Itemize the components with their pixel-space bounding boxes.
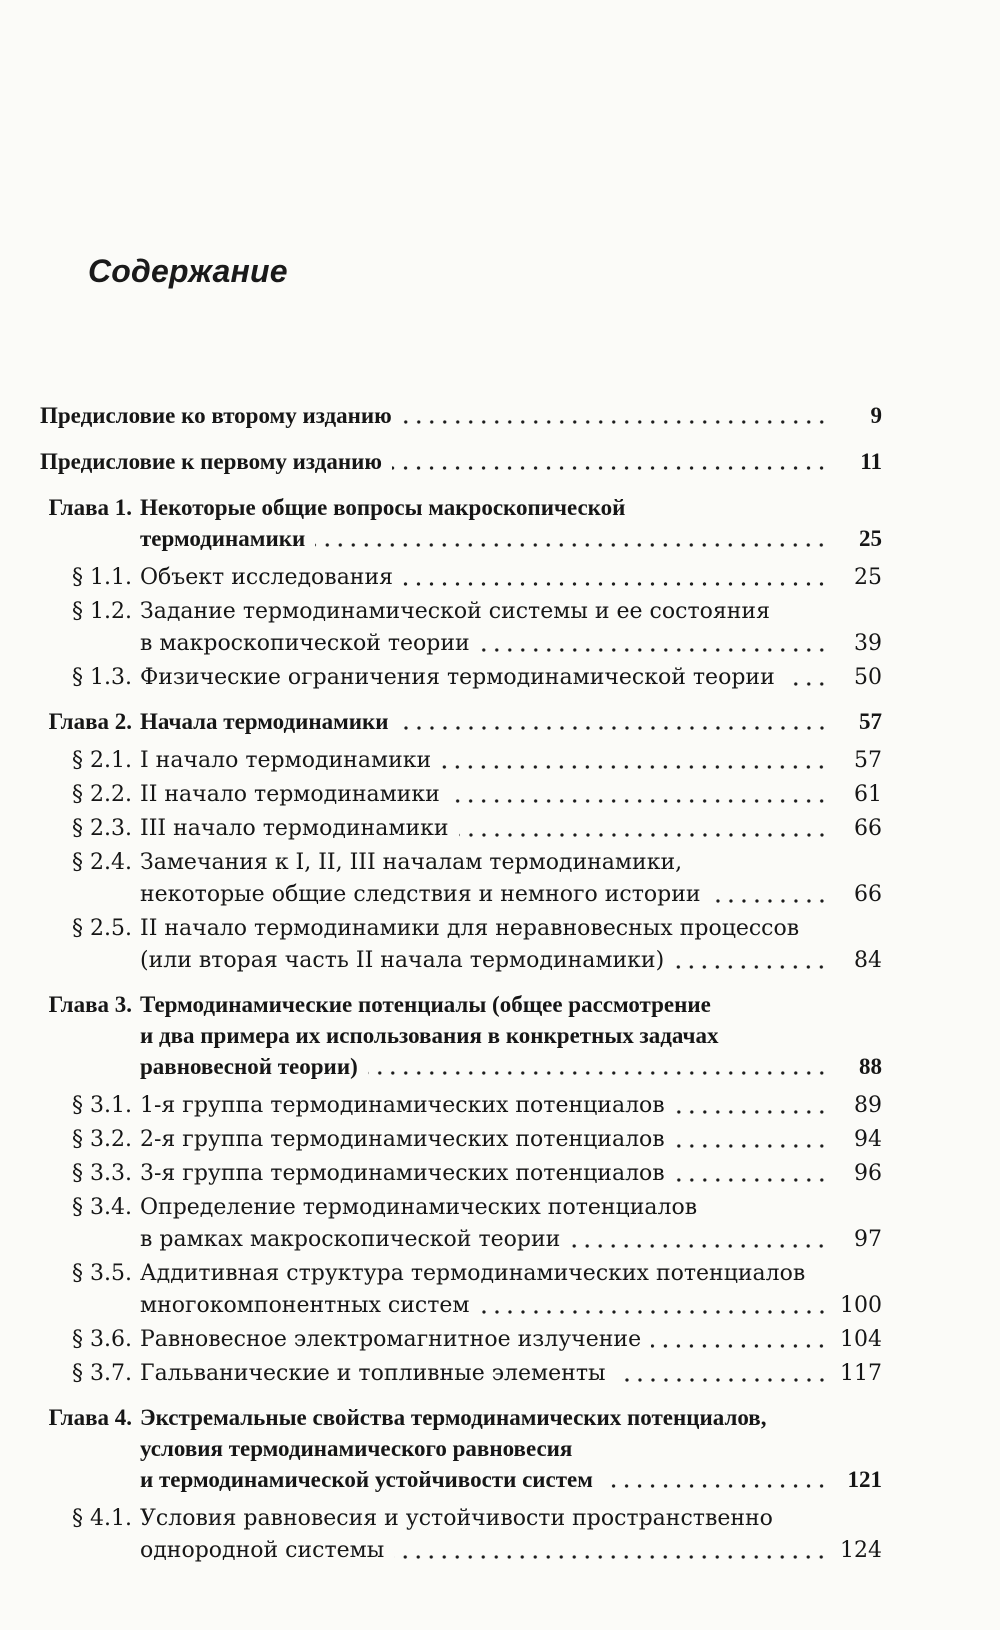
toc-entry-chapter-4	[40, 1402, 882, 1495]
entry-title-line	[140, 662, 882, 694]
dot-leader	[315, 523, 828, 554]
section-number: § 2.3.	[72, 816, 132, 841]
section-number: § 3.3.	[72, 1161, 132, 1186]
entry-title-line	[140, 1051, 882, 1082]
entry-title-line	[140, 1124, 882, 1156]
toc-entry-section-2-3	[40, 813, 882, 845]
entry-title: и два примера их использования в конкретных задачах	[140, 1023, 719, 1048]
dot-leader	[368, 1051, 828, 1082]
entry-title-line	[140, 1433, 882, 1464]
entry-title: в рамках макроскопической теории	[140, 1227, 561, 1252]
entry-title-line	[140, 1258, 882, 1290]
section-number: § 3.6.	[72, 1327, 132, 1352]
page-number: 121	[847, 1467, 882, 1492]
entry-title: некоторые общие следствия и немного истории	[140, 882, 701, 907]
chapter-label: Глава 2.	[48, 709, 132, 734]
page-number: 88	[859, 1054, 882, 1079]
toc-entry-preface-second-edition	[40, 400, 882, 432]
section-number: § 2.4.	[72, 850, 132, 875]
entry-title: термодинамики	[140, 526, 306, 551]
entry-title-line	[140, 628, 882, 660]
page-title: Содержание	[88, 253, 288, 289]
entry-title: 1-я группа термодинамических потенциалов	[140, 1093, 665, 1118]
entry-title-line	[140, 879, 882, 911]
entry-title-line	[140, 1503, 882, 1535]
entry-title: однородной системы	[140, 1538, 385, 1563]
section-number: § 3.1.	[72, 1093, 132, 1118]
entry-title: Некоторые общие вопросы макроскопической	[140, 495, 626, 520]
entry-title: Объект исследования	[140, 565, 394, 590]
toc-entry-section-3-1	[40, 1090, 882, 1122]
toc-entry-section-2-2	[40, 779, 882, 811]
dot-leader	[675, 1090, 828, 1122]
toc-entry-section-3-4	[40, 1192, 882, 1256]
page-number: 97	[854, 1227, 882, 1252]
toc-entry-section-1-3	[40, 662, 882, 694]
entry-title-line	[140, 847, 882, 879]
entry-title-line	[140, 523, 882, 554]
section-number: § 3.7.	[72, 1361, 132, 1386]
section-number: § 2.2.	[72, 782, 132, 807]
entry-title: Аддитивная структура термодинамических потенциалов	[140, 1261, 806, 1286]
entry-title: II начало термодинамики	[140, 782, 440, 807]
entry-title-line	[140, 813, 882, 845]
chapter-label: Глава 1.	[48, 495, 132, 520]
page-number: 84	[854, 948, 882, 973]
entry-title: Экстремальные свойства термодинамических потенциалов,	[140, 1405, 767, 1430]
section-number: § 2.5.	[72, 916, 132, 941]
entry-title-line	[140, 1535, 882, 1567]
toc-entry-section-1-2	[40, 596, 882, 660]
dot-leader	[616, 1358, 828, 1390]
page-number: 25	[854, 565, 882, 590]
entry-title: Начала термодинамики	[140, 709, 389, 734]
toc-entry-section-1-1	[40, 562, 882, 594]
entry-title-line	[140, 1192, 882, 1224]
entry-title: I начало термодинамики	[140, 748, 432, 773]
entry-title-line	[140, 1290, 882, 1322]
toc-entry-section-2-4	[40, 847, 882, 911]
entry-title-line	[140, 989, 882, 1020]
entry-title: Предисловие ко второму изданию	[40, 403, 392, 428]
chapter-label: Глава 3.	[48, 992, 132, 1017]
toc-entry-section-3-5	[40, 1258, 882, 1322]
entry-title: (или вторая часть II начала термодинамики)	[140, 948, 665, 973]
entry-title-line	[140, 1358, 882, 1390]
dot-leader	[402, 400, 828, 432]
dot-leader	[675, 1124, 828, 1156]
entry-title: Физические ограничения термодинамической теории	[140, 665, 775, 690]
page-number: 94	[854, 1127, 882, 1152]
page-number: 96	[854, 1161, 882, 1186]
toc-entry-preface-first-edition	[40, 446, 882, 478]
page-number: 66	[854, 882, 882, 907]
dot-leader	[459, 813, 828, 845]
toc-entry-section-2-1	[40, 745, 882, 777]
page-number: 57	[854, 748, 882, 773]
entry-title: равновесной теории)	[140, 1054, 358, 1079]
page-number: 50	[854, 665, 882, 690]
dot-leader	[403, 562, 828, 594]
page-number: 124	[840, 1538, 882, 1563]
dot-leader	[392, 446, 828, 478]
dot-leader	[651, 1324, 828, 1356]
entry-title: Условия равновесия и устойчивости пространственно	[140, 1506, 773, 1531]
page-number: 9	[870, 403, 882, 428]
dot-leader	[399, 706, 828, 737]
entry-title-line	[140, 596, 882, 628]
section-number: § 1.2.	[72, 599, 132, 624]
dot-leader	[480, 628, 828, 660]
section-number: § 3.2.	[72, 1127, 132, 1152]
section-number: § 3.5.	[72, 1261, 132, 1286]
chapter-label: Глава 4.	[48, 1405, 132, 1430]
entry-title: Определение термодинамических потенциалов	[140, 1195, 698, 1220]
page-number: 61	[854, 782, 882, 807]
section-number: § 4.1.	[72, 1506, 132, 1531]
entry-title: III начало термодинамики	[140, 816, 449, 841]
toc-entry-chapter-2	[40, 706, 882, 737]
entry-title: Замечания к I, II, III началам термодинамики,	[140, 850, 683, 875]
toc-entry-section-2-5	[40, 913, 882, 977]
page-number: 100	[840, 1293, 882, 1318]
entry-title: II начало термодинамики для неравновесных процессов	[140, 916, 800, 941]
entry-title: условия термодинамического равновесия	[140, 1436, 573, 1461]
dot-leader	[570, 1224, 828, 1256]
section-number: § 1.3.	[72, 665, 132, 690]
dot-leader	[441, 745, 828, 777]
dot-leader	[394, 1535, 828, 1567]
entry-title-line	[140, 1158, 882, 1190]
toc-entry-section-3-2	[40, 1124, 882, 1156]
entry-title-line	[140, 779, 882, 811]
entry-title-line	[40, 446, 882, 478]
entry-title-line	[140, 745, 882, 777]
entry-title: многокомпонентных систем	[140, 1293, 470, 1318]
toc-entry-chapter-1	[40, 492, 882, 554]
page-number: 89	[854, 1093, 882, 1118]
dot-leader	[480, 1290, 828, 1322]
page-number: 117	[840, 1361, 882, 1386]
entry-title-line	[140, 1224, 882, 1256]
dot-leader	[450, 779, 828, 811]
entry-title-line	[140, 1464, 882, 1495]
entry-title: Задание термодинамической системы и ее состояния	[140, 599, 770, 624]
entry-title-line	[140, 1402, 882, 1433]
entry-title-line	[140, 945, 882, 977]
page-number: 11	[860, 449, 882, 474]
dot-leader	[603, 1464, 828, 1495]
entry-title: Равновесное электромагнитное излучение	[140, 1327, 642, 1352]
entry-title: 3-я группа термодинамических потенциалов	[140, 1161, 665, 1186]
entry-title-line	[140, 706, 882, 737]
toc-entry-section-3-3	[40, 1158, 882, 1190]
entry-title-line	[140, 1324, 882, 1356]
entry-title-line	[40, 400, 882, 432]
entry-title-line	[140, 913, 882, 945]
page-number: 39	[854, 631, 882, 656]
dot-leader	[711, 879, 828, 911]
toc-entry-section-3-7	[40, 1358, 882, 1390]
page-number: 25	[859, 526, 882, 551]
entry-title: и термодинамической устойчивости систем	[140, 1467, 593, 1492]
entry-title-line	[140, 492, 882, 523]
entry-title-line	[140, 562, 882, 594]
page-number: 66	[854, 816, 882, 841]
entry-title: Термодинамические потенциалы (общее рассмотрение	[140, 992, 711, 1017]
page-number: 104	[840, 1327, 882, 1352]
page-number: 57	[859, 709, 882, 734]
dot-leader	[674, 945, 828, 977]
entry-title: в макроскопической теории	[140, 631, 470, 656]
toc-entry-section-4-1	[40, 1503, 882, 1567]
entry-title: 2-я группа термодинамических потенциалов	[140, 1127, 665, 1152]
toc-entry-section-3-6	[40, 1324, 882, 1356]
entry-title: Гальванические и топливные элементы	[140, 1361, 606, 1386]
entry-title-line	[140, 1020, 882, 1051]
dot-leader	[675, 1158, 828, 1190]
section-number: § 1.1.	[72, 565, 132, 590]
dot-leader	[785, 662, 828, 694]
entry-title-line	[140, 1090, 882, 1122]
section-number: § 3.4.	[72, 1195, 132, 1220]
section-number: § 2.1.	[72, 748, 132, 773]
entry-title: Предисловие к первому изданию	[40, 449, 382, 474]
table-of-contents	[40, 400, 882, 1569]
toc-entry-chapter-3	[40, 989, 882, 1082]
